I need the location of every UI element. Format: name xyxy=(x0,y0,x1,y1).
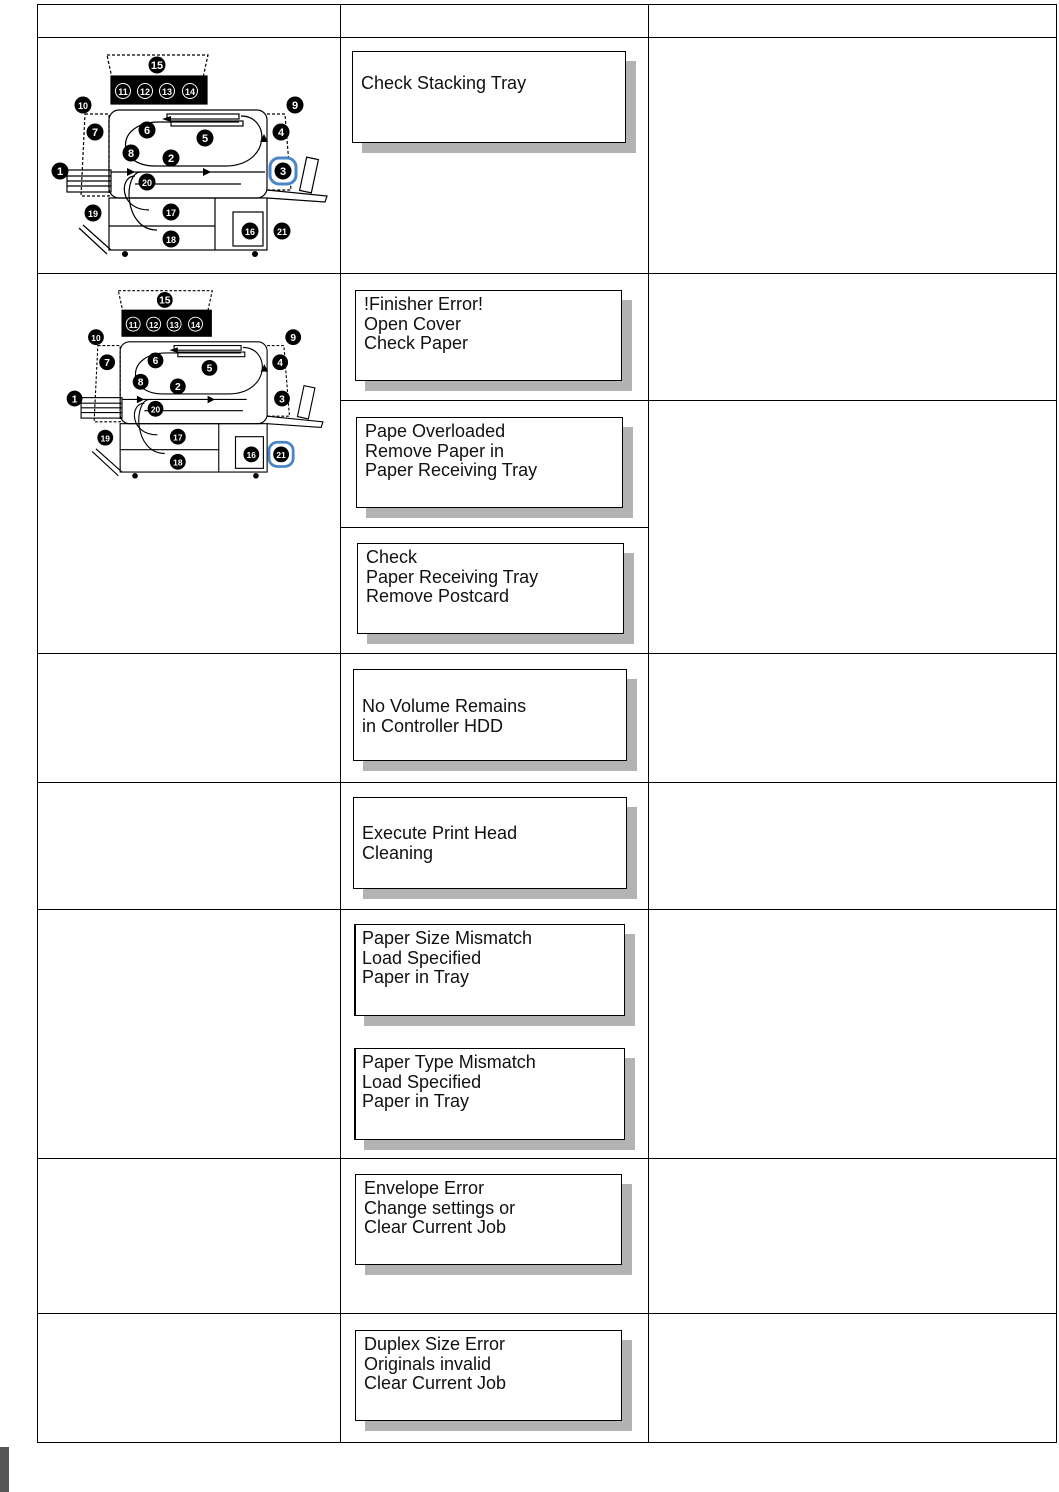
svg-text:5: 5 xyxy=(206,363,213,375)
lcd-text: Envelope Error Change settings or Clear Current Job xyxy=(355,1174,622,1265)
svg-text:9: 9 xyxy=(291,100,299,112)
page-edge-tab xyxy=(0,1447,9,1492)
svg-text:9: 9 xyxy=(290,332,297,344)
lcd-text: Execute Print Head Cleaning xyxy=(353,797,627,889)
svg-text:3: 3 xyxy=(279,394,285,406)
svg-text:12: 12 xyxy=(139,87,151,97)
lcd-text: Paper Type Mismatch Load Specified Paper in Tray xyxy=(354,1048,625,1140)
svg-text:3: 3 xyxy=(279,166,287,178)
svg-text:12: 12 xyxy=(148,319,159,330)
lcd-message-duplex-size-error xyxy=(355,1330,632,1431)
svg-text:7: 7 xyxy=(91,127,99,139)
svg-text:15: 15 xyxy=(159,295,171,307)
svg-text:14: 14 xyxy=(184,87,196,97)
svg-text:7: 7 xyxy=(104,358,110,369)
svg-text:10: 10 xyxy=(91,332,101,343)
svg-text:19: 19 xyxy=(100,433,110,444)
svg-text:16: 16 xyxy=(244,227,256,237)
svg-text:19: 19 xyxy=(87,209,99,219)
machine-diagram xyxy=(45,50,335,265)
svg-text:11: 11 xyxy=(118,87,128,97)
lcd-message-paper-overloaded xyxy=(356,417,633,518)
svg-text:13: 13 xyxy=(161,87,173,97)
lcd-text: Check Paper Receiving Tray Remove Postcard xyxy=(357,543,624,634)
badge-3-highlighted xyxy=(270,158,296,184)
lcd-message-print-head-cleaning xyxy=(353,797,637,899)
lcd-text: Paper Size Mismatch Load Specified Paper in Tray xyxy=(354,924,625,1016)
svg-text:1: 1 xyxy=(56,166,64,178)
svg-text:4: 4 xyxy=(277,358,283,369)
lcd-message-remove-postcard xyxy=(357,543,634,644)
svg-text:21: 21 xyxy=(276,227,288,237)
svg-text:4: 4 xyxy=(277,127,285,139)
svg-text:20: 20 xyxy=(141,178,153,188)
svg-text:2: 2 xyxy=(174,382,181,394)
lcd-message-no-volume-hdd xyxy=(353,669,637,771)
svg-text:8: 8 xyxy=(127,148,135,160)
lcd-text: !Finisher Error! Open Cover Check Paper xyxy=(355,290,622,381)
svg-text:8: 8 xyxy=(137,377,144,389)
svg-text:1: 1 xyxy=(71,394,78,406)
svg-text:18: 18 xyxy=(173,457,183,468)
lcd-message-check-stacking-tray xyxy=(352,51,636,153)
svg-text:16: 16 xyxy=(246,450,256,461)
badge-15: 15 xyxy=(150,60,164,72)
badge-21-highlighted xyxy=(269,442,293,466)
svg-text:21: 21 xyxy=(276,450,286,461)
lcd-message-finisher-error xyxy=(355,290,632,391)
lcd-text: Check Stacking Tray xyxy=(352,51,626,143)
svg-text:5: 5 xyxy=(201,133,209,145)
svg-text:14: 14 xyxy=(190,319,201,330)
svg-text:11: 11 xyxy=(128,319,138,330)
svg-text:6: 6 xyxy=(152,356,159,368)
svg-text:17: 17 xyxy=(165,208,177,218)
svg-text:18: 18 xyxy=(165,235,177,245)
lcd-message-paper-size-mismatch xyxy=(354,924,635,1026)
svg-text:20: 20 xyxy=(150,404,161,415)
svg-text:13: 13 xyxy=(169,319,179,330)
svg-text:2: 2 xyxy=(167,153,175,165)
lcd-message-envelope-error xyxy=(355,1174,632,1275)
lcd-text: Pape Overloaded Remove Paper in Paper Receiving Tray xyxy=(356,417,623,508)
machine-diagram xyxy=(58,286,333,486)
lcd-text: No Volume Remains in Controller HDD xyxy=(353,669,627,761)
svg-text:6: 6 xyxy=(143,125,151,137)
lcd-text: Duplex Size Error Originals invalid Clear Current Job xyxy=(355,1330,622,1421)
svg-text:10: 10 xyxy=(77,101,89,111)
svg-text:17: 17 xyxy=(173,432,183,443)
lcd-message-paper-type-mismatch xyxy=(354,1048,635,1150)
